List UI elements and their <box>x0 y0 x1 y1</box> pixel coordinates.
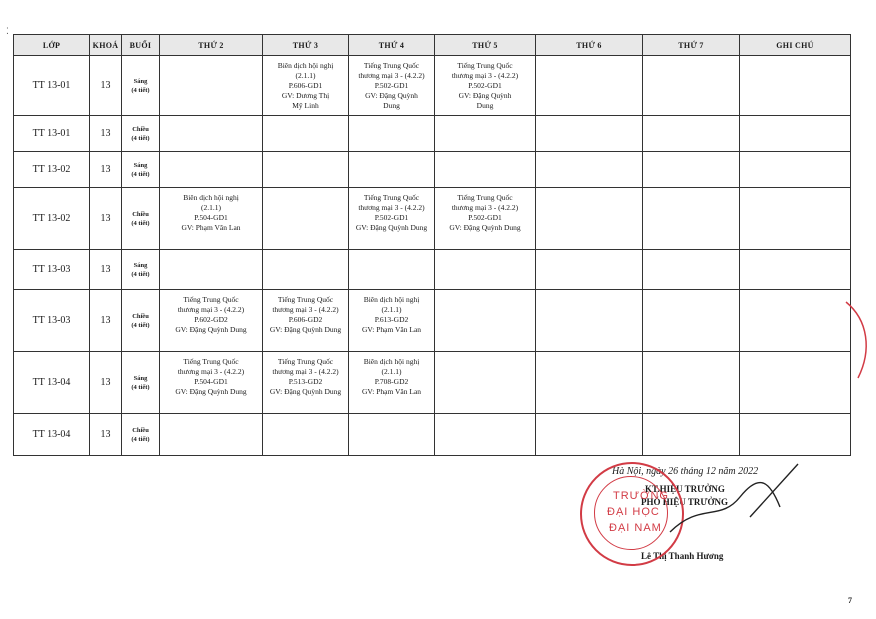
thu5-cell <box>435 152 536 188</box>
table-row <box>14 250 851 290</box>
table-row <box>14 188 851 250</box>
khoa-text: 13 <box>100 80 111 91</box>
thu3-cell <box>263 152 349 188</box>
khoa-text: 13 <box>100 128 111 139</box>
khoa-cell <box>90 290 122 352</box>
thu5-text: Tiếng Trung Quốc thương mại 3 - (4.2.2) P.502-GD1 GV: Đặng Quỳnh Dung <box>451 61 519 110</box>
thu5-cell <box>435 188 536 250</box>
thu7-cell <box>643 116 740 152</box>
thu4-text: Biên dịch hội nghị (2.1.1) P.708-GD2 GV: Phạm Văn Lan <box>361 357 422 396</box>
header-ghichu: GHI CHÚ <box>740 35 851 56</box>
page-number: 7 <box>848 596 852 605</box>
class-cell <box>14 188 90 250</box>
khoa-text: 13 <box>100 429 111 440</box>
thu4-cell <box>349 352 435 414</box>
thu7-cell <box>643 250 740 290</box>
khoa-text: 13 <box>100 377 111 388</box>
thu7-cell <box>643 56 740 116</box>
khoa-cell <box>90 414 122 456</box>
thu3-cell <box>263 250 349 290</box>
thu4-text: Tiếng Trung Quốc thương mại 3 - (4.2.2) P.502-GD1 GV: Đặng Quỳnh Dung <box>358 61 425 110</box>
header-lop: LỚP <box>14 35 90 56</box>
khoa-text: 13 <box>100 264 111 275</box>
header-thu7: THỨ 7 <box>643 35 740 56</box>
header-buoi: BUỔI <box>122 35 160 56</box>
class-text: TT 13-03 <box>32 264 71 275</box>
thu4-cell <box>349 414 435 456</box>
session-label: Chiều <box>132 426 149 434</box>
table-row <box>14 152 851 188</box>
session-label: Chiều <box>132 312 149 320</box>
thu2-cell <box>160 188 263 250</box>
table-row <box>14 414 851 456</box>
ghichu-cell <box>740 250 851 290</box>
thu4-cell <box>349 250 435 290</box>
thu6-cell <box>536 414 643 456</box>
thu7-cell <box>643 414 740 456</box>
thu5-cell <box>435 414 536 456</box>
stamp-text-1: TRƯỜNG <box>613 490 669 502</box>
thu4-cell <box>349 56 435 116</box>
thu4-cell <box>349 188 435 250</box>
session-periods: (4 tiết) <box>131 321 150 329</box>
class-text: TT 13-01 <box>32 128 71 139</box>
session-cell <box>122 56 160 116</box>
thu3-cell <box>263 290 349 352</box>
ghichu-cell <box>740 152 851 188</box>
header-thu3: THỨ 3 <box>263 35 349 56</box>
session-cell <box>122 152 160 188</box>
class-text: TT 13-03 <box>32 315 71 326</box>
session-label: Sáng <box>133 374 148 382</box>
thu4-cell <box>349 152 435 188</box>
class-text: TT 13-02 <box>32 164 71 175</box>
thu2-cell <box>160 56 263 116</box>
thu2-cell <box>160 152 263 188</box>
thu2-cell <box>160 414 263 456</box>
stamp-text-2: ĐẠI HỌC <box>607 506 660 518</box>
thu4-text: Biên dịch hội nghị (2.1.1) P.613-GD2 GV: Phạm Văn Lan <box>361 295 422 334</box>
khoa-cell <box>90 116 122 152</box>
thu5-cell <box>435 116 536 152</box>
session-label: Sáng <box>133 77 148 85</box>
session-periods: (4 tiết) <box>131 270 150 278</box>
session-label: Sáng <box>133 261 148 269</box>
thu5-cell <box>435 56 536 116</box>
schedule-table <box>13 34 851 456</box>
ghichu-cell <box>740 414 851 456</box>
session-periods: (4 tiết) <box>131 134 150 142</box>
khoa-cell <box>90 352 122 414</box>
thu3-text: Biên dịch hội nghị (2.1.1) P.606-GD1 GV: Dương Thị Mỹ Linh <box>277 61 334 110</box>
class-cell <box>14 290 90 352</box>
thu6-cell <box>536 116 643 152</box>
session-cell <box>122 188 160 250</box>
session-periods: (4 tiết) <box>131 435 150 443</box>
thu6-cell <box>536 352 643 414</box>
session-periods: (4 tiết) <box>131 170 150 178</box>
thu5-cell <box>435 250 536 290</box>
handwritten-signature <box>660 462 800 552</box>
thu6-cell <box>536 56 643 116</box>
thu2-cell <box>160 116 263 152</box>
ghichu-cell <box>740 188 851 250</box>
table-row <box>14 290 851 352</box>
thu6-cell <box>536 250 643 290</box>
thu3-cell <box>263 188 349 250</box>
thu2-text: Tiếng Trung Quốc thương mại 3 - (4.2.2) P.602-GD2 GV: Đặng Quỳnh Dung <box>175 295 247 334</box>
table-row <box>14 56 851 116</box>
header-khoa: KHOÁ <box>90 35 122 56</box>
table-body <box>14 56 851 456</box>
stamp-text-3: ĐẠI NAM <box>609 522 662 534</box>
header-thu4: THỨ 4 <box>349 35 435 56</box>
signature-title-2: PHÓ HIỆU TRƯỞNG <box>641 497 729 507</box>
signer-name: Lê Thị Thanh Hương <box>641 551 724 561</box>
header-row <box>14 35 851 56</box>
class-cell <box>14 250 90 290</box>
class-cell <box>14 414 90 456</box>
thu7-cell <box>643 290 740 352</box>
signature-date: Hà Nội, ngày 26 tháng 12 năm 2022 <box>612 466 759 477</box>
khoa-cell <box>90 188 122 250</box>
thu2-text: Biên dịch hội nghị (2.1.1) P.504-GD1 GV: Phạm Văn Lan <box>181 193 241 232</box>
session-cell <box>122 352 160 414</box>
ghichu-cell <box>740 290 851 352</box>
thu5-cell <box>435 290 536 352</box>
thu7-cell <box>643 352 740 414</box>
session-label: Sáng <box>133 161 148 169</box>
thu3-cell <box>263 414 349 456</box>
class-cell <box>14 152 90 188</box>
class-text: TT 13-04 <box>32 377 71 388</box>
thu6-cell <box>536 290 643 352</box>
class-text: TT 13-01 <box>32 80 71 91</box>
header-thu2: THỨ 2 <box>160 35 263 56</box>
session-cell <box>122 290 160 352</box>
thu4-cell <box>349 116 435 152</box>
thu5-text: Tiếng Trung Quốc thương mại 3 - (4.2.2) P.502-GD1 GV: Đặng Quỳnh Dung <box>449 193 521 232</box>
header-thu5: THỨ 5 <box>435 35 536 56</box>
khoa-cell <box>90 250 122 290</box>
thu6-cell <box>536 188 643 250</box>
thu3-cell <box>263 352 349 414</box>
thu2-cell <box>160 250 263 290</box>
session-periods: (4 tiết) <box>131 383 150 391</box>
thu4-cell <box>349 290 435 352</box>
session-periods: (4 tiết) <box>131 86 150 94</box>
khoa-text: 13 <box>100 213 111 224</box>
class-text: TT 13-02 <box>32 213 71 224</box>
ghichu-cell <box>740 56 851 116</box>
thu3-cell <box>263 116 349 152</box>
thu2-cell <box>160 352 263 414</box>
thu3-text: Tiếng Trung Quốc thương mại 3 - (4.2.2) P.513-GD2 GV: Đặng Quỳnh Dung <box>269 357 342 396</box>
edge-stamp-fragment <box>838 300 876 380</box>
session-cell <box>122 414 160 456</box>
thu7-cell <box>643 188 740 250</box>
ghichu-cell <box>740 352 851 414</box>
thu3-cell <box>263 56 349 116</box>
class-cell <box>14 352 90 414</box>
khoa-text: 13 <box>100 164 111 175</box>
header-thu6: THỨ 6 <box>536 35 643 56</box>
class-cell <box>14 56 90 116</box>
signature-title-1: KT.HIỆU TRƯỞNG <box>645 484 725 494</box>
thu3-text: Tiếng Trung Quốc thương mại 3 - (4.2.2) P.606-GD2 GV: Đặng Quỳnh Dung <box>269 295 342 334</box>
table-row <box>14 116 851 152</box>
khoa-cell <box>90 152 122 188</box>
session-cell <box>122 250 160 290</box>
corner-mark: ⁚ <box>6 26 9 36</box>
khoa-cell <box>90 56 122 116</box>
session-label: Chiều <box>132 125 149 133</box>
session-cell <box>122 116 160 152</box>
thu7-cell <box>643 152 740 188</box>
thu4-text: Tiếng Trung Quốc thương mại 3 - (4.2.2) P.502-GD1 GV: Đặng Quỳnh Dung <box>355 193 428 232</box>
thu2-text: Tiếng Trung Quốc thương mại 3 - (4.2.2) P.504-GD1 GV: Đặng Quỳnh Dung <box>175 357 247 396</box>
thu6-cell <box>536 152 643 188</box>
thu2-cell <box>160 290 263 352</box>
class-cell <box>14 116 90 152</box>
class-text: TT 13-04 <box>32 429 71 440</box>
ghichu-cell <box>740 116 851 152</box>
thu5-cell <box>435 352 536 414</box>
session-label: Chiều <box>132 210 149 218</box>
khoa-text: 13 <box>100 315 111 326</box>
table-row <box>14 352 851 414</box>
session-periods: (4 tiết) <box>131 219 150 227</box>
